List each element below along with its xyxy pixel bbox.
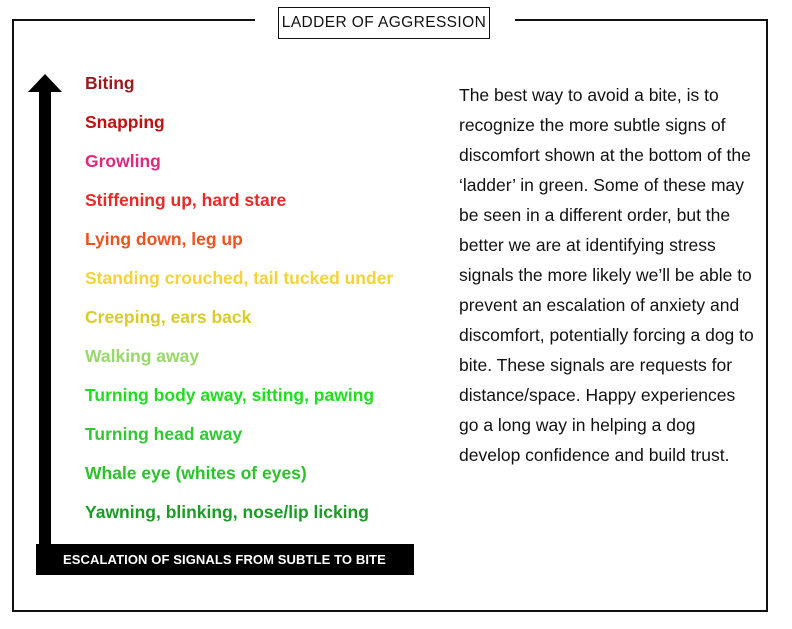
ladder-step: Whale eye (whites of eyes) [85, 463, 307, 483]
escalation-axis-label: ESCALATION OF SIGNALS FROM SUBTLE TO BITE [36, 544, 414, 575]
page-title: LADDER OF AGGRESSION [278, 7, 490, 39]
explanation-paragraph: The best way to avoid a bite, is to recognize the more subtle signs of discomfort shown at the bottom of the ‘ladder’ in green. Some of these may be seen in a different order, but the better we are at identifying stress signals the more likely we’ll be able to prevent an escalation of anxiety and discomfort, potentially forcing a dog to bite. These signals are requests for distance/space. Happy experiences go a long way in helping a dog develop confidence and build trust. [459, 85, 754, 465]
ladder-step: Turning head away [85, 424, 243, 444]
ladder-step: Snapping [85, 112, 165, 132]
ladder-step: Creeping, ears back [85, 307, 252, 327]
ladder-step: Growling [85, 151, 161, 171]
ladder-step: Turning body away, sitting, pawing [85, 385, 375, 405]
ladder-step: Stiffening up, hard stare [85, 190, 287, 210]
ladder-step: Yawning, blinking, nose/lip licking [85, 502, 369, 522]
escalation-arrow-icon [24, 70, 72, 550]
ladder-step: Biting [85, 73, 135, 93]
ladder-step: Standing crouched, tail tucked under [85, 268, 394, 288]
ladder-step: Lying down, leg up [85, 229, 243, 249]
aggression-ladder [85, 70, 393, 538]
ladder-step: Walking away [85, 346, 200, 366]
